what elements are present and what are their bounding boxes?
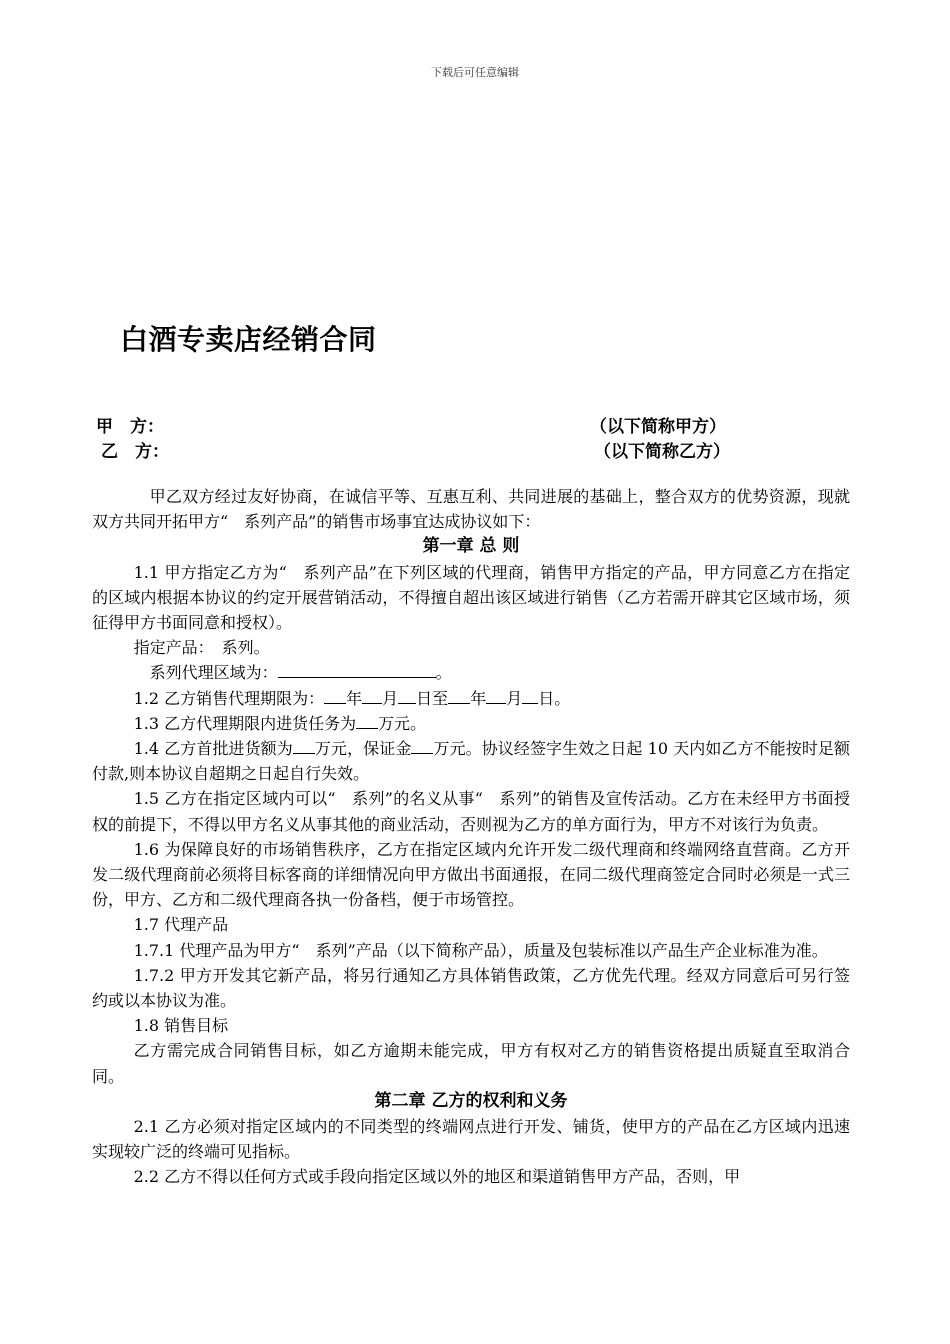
clause-1-3-unit: 万元。 [378, 713, 427, 733]
clause-2-2: 2.2 乙方不得以任何方式或手段向指定区域以外的地区和渠道销售甲方产品，否则，甲 [133, 1167, 741, 1187]
clause-1-6: 1.6 为保障良好的市场销售秩序，乙方在指定区域内允许开发二级代理商和终端网络直营商。乙方开发二级代理商前必须将目标客商的详细情况向甲方做出书面通报，在同二级代理商签定合同时必须是一式三份，甲方、乙方和二级代理商各执一份备档，便于市场管控。 [92, 839, 850, 910]
clause-1-7: 1.7 代理产品 [133, 915, 229, 935]
clause-1-8: 1.8 销售目标 [133, 1016, 229, 1036]
blank [398, 687, 416, 704]
region-blank [278, 661, 436, 678]
clause-1-2-month1: 月 [382, 688, 399, 708]
blank [293, 737, 315, 754]
party-b-label: 乙 方： [101, 442, 169, 462]
party-b-note: （以下简称乙方） [594, 442, 730, 462]
blank [411, 737, 433, 754]
clause-1-2-day2: 日。 [538, 688, 571, 708]
blank [356, 712, 378, 729]
clause-2-1: 2.1 乙方必须对指定区域内的不同类型的终端网点进行开发、铺货，使甲方的产品在乙方区域内迅速实现较广泛的终端可见指标。 [92, 1117, 850, 1162]
chapter-1-title: 第一章 总 则 [422, 536, 520, 557]
clause-1-4-rest: 万元。协议经签字生效之日起 10 天内如乙方不能按时足额付款,则本协议自超期之日起自行失效。 [92, 739, 850, 784]
clause-1-2 [92, 686, 850, 711]
clause-1-4 [92, 736, 850, 786]
clause-1-1: 1.1 甲方指定乙方为“ 系列产品”在下列区域的代理商，销售甲方指定的产品，甲方同意乙方在指定的区域内根据本协议的约定开展营销活动，不得擅自超出该区域进行销售（乙方若需开辟其它区域市场，须征得甲方书面同意和授权）。 [92, 562, 850, 633]
agency-region-label: 系列代理区域为： [149, 663, 278, 683]
clause-1-7-1: 1.7.1 代理产品为甲方“ 系列”产品（以下简称产品），质量及包装标准以产品生产企业标准为准。 [133, 940, 828, 960]
chapter-2-title: 第二章 乙方的权利和义务 [374, 1090, 568, 1111]
clause-1-2-year2: 年 [470, 688, 487, 708]
designated-product: 指定产品： 系列。 [133, 638, 270, 658]
blank [362, 687, 382, 704]
clause-1-5: 1.5 乙方在指定区域内可以“ 系列”的名义从事“ 系列”的销售及宣传活动。乙方在未经甲方书面授权的前提下，不得以甲方名义从事其他的商业活动，否则视为乙方的单方面行为，甲方不对该行为负责。 [92, 789, 850, 834]
clause-1-3-text: 1.3 乙方代理期限内进货任务为 [133, 713, 357, 733]
clause-1-7-2: 1.7.2 甲方开发其它新产品，将另行通知乙方具体销售政策，乙方优先代理。经双方同意后可另行签约或以本协议为准。 [92, 965, 850, 1011]
clause-1-2-text: 1.2 乙方销售代理期限为： [133, 688, 325, 708]
document-title: 白酒专卖店经销合同 [120, 323, 377, 356]
clause-1-2-year1: 年 [346, 688, 363, 708]
agency-region [92, 660, 850, 685]
clause-1-4-text: 1.4 乙方首批进货额为 [133, 739, 293, 759]
blank [324, 687, 346, 704]
contract-body [92, 484, 850, 1190]
clause-1-4-deposit: 万元，保证金 [314, 739, 412, 759]
blank [448, 687, 470, 704]
party-a-note: （以下简称甲方） [590, 417, 726, 437]
page-header-note: 下载后可任意编辑 [431, 66, 519, 79]
clause-1-8-text: 乙方需完成合同销售目标，如乙方逾期未能完成，甲方有权对乙方的销售资格提出质疑直至取消合同。 [92, 1041, 850, 1086]
clause-1-3 [92, 711, 850, 736]
blank [486, 687, 506, 704]
region-end: 。 [435, 663, 452, 683]
blank [522, 687, 538, 704]
party-a-label: 甲 方： [96, 417, 164, 437]
intro-paragraph: 甲乙双方经过友好协商，在诚信平等、互惠互利、共同进展的基础上，整合双方的优势资源，现就双方共同开拓甲方“ 系列产品”的销售市场事宜达成协议如下： [92, 487, 850, 532]
clause-1-2-day1: 日至 [416, 688, 449, 708]
clause-1-2-month2: 月 [506, 688, 523, 708]
